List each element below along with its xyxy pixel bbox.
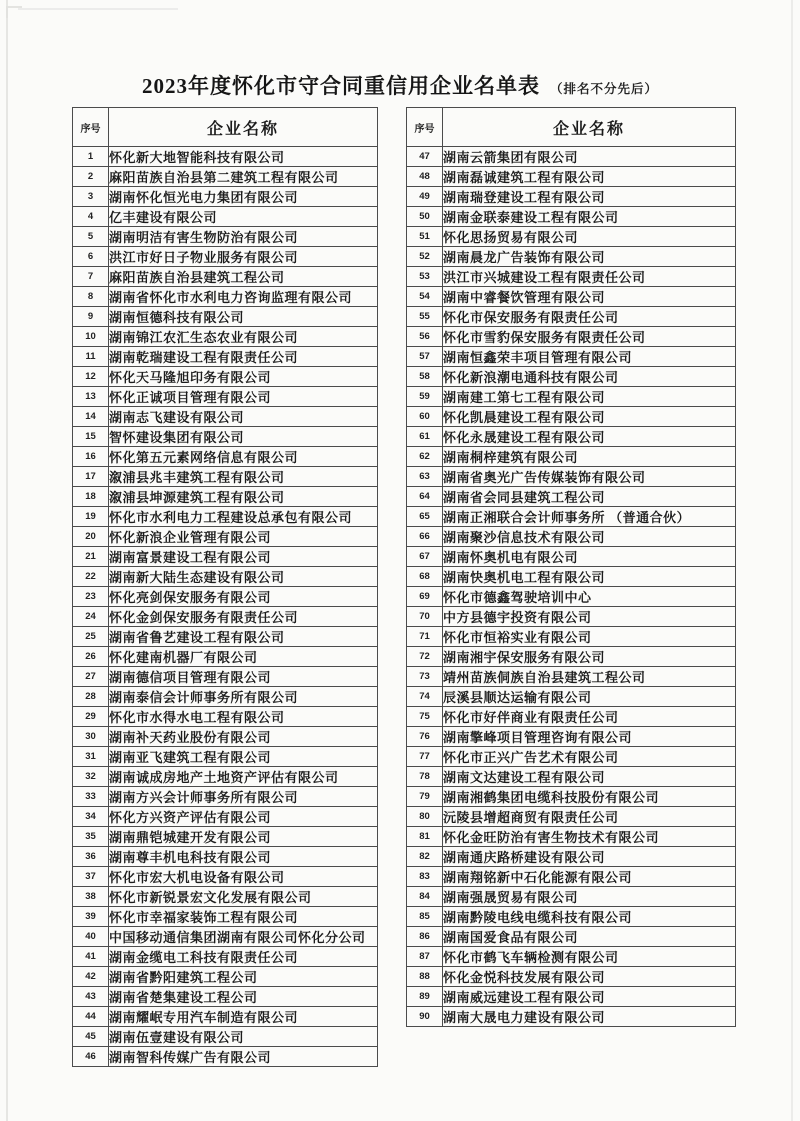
row-index-cell: 53 bbox=[407, 267, 443, 287]
row-index-cell: 51 bbox=[407, 227, 443, 247]
company-name-cell: 湖南志飞建设有限公司 bbox=[109, 407, 378, 427]
company-name-cell: 溆浦县坤源建筑工程有限公司 bbox=[109, 487, 378, 507]
table-row bbox=[73, 407, 378, 427]
table-row bbox=[407, 787, 736, 807]
row-index-cell: 77 bbox=[407, 747, 443, 767]
row-index-cell: 66 bbox=[407, 527, 443, 547]
row-index-cell: 55 bbox=[407, 307, 443, 327]
row-index-cell: 27 bbox=[73, 667, 109, 687]
table-row bbox=[73, 887, 378, 907]
company-name-cell: 中国移动通信集团湖南有限公司怀化分公司 bbox=[109, 927, 378, 947]
table-row bbox=[73, 327, 378, 347]
row-index-cell: 43 bbox=[73, 987, 109, 1007]
company-name-cell: 靖州苗族侗族自治县建筑工程公司 bbox=[443, 667, 736, 687]
table-row bbox=[73, 547, 378, 567]
row-index-cell: 73 bbox=[407, 667, 443, 687]
row-index-cell: 26 bbox=[73, 647, 109, 667]
company-name-cell: 湖南鼎铠城建开发有限公司 bbox=[109, 827, 378, 847]
row-index-cell: 11 bbox=[73, 347, 109, 367]
company-name-cell: 湖南省会同县建筑工程公司 bbox=[443, 487, 736, 507]
row-index-cell: 84 bbox=[407, 887, 443, 907]
table-row bbox=[407, 647, 736, 667]
table-row bbox=[73, 647, 378, 667]
company-name-cell: 怀化市鹤飞车辆检测有限公司 bbox=[443, 947, 736, 967]
company-name-cell: 湖南黔陵电线电缆科技有限公司 bbox=[443, 907, 736, 927]
table-row bbox=[407, 167, 736, 187]
company-name-cell: 怀化思扬贸易有限公司 bbox=[443, 227, 736, 247]
table-row bbox=[407, 547, 736, 567]
row-index-cell: 67 bbox=[407, 547, 443, 567]
company-name-cell: 怀化金旺防治有害生物技术有限公司 bbox=[443, 827, 736, 847]
company-name-cell: 洪江市兴城建设工程有限责任公司 bbox=[443, 267, 736, 287]
company-name-cell: 湖南智科传媒广告有限公司 bbox=[109, 1047, 378, 1067]
company-name-cell: 湖南威远建设工程有限公司 bbox=[443, 987, 736, 1007]
row-index-cell: 49 bbox=[407, 187, 443, 207]
row-index-cell: 68 bbox=[407, 567, 443, 587]
page-title: 2023年度怀化市守合同重信用企业名单表 bbox=[141, 74, 540, 98]
row-index-cell: 1 bbox=[73, 147, 109, 167]
row-index-cell: 17 bbox=[73, 467, 109, 487]
row-index-cell: 54 bbox=[407, 287, 443, 307]
right-table-body bbox=[407, 147, 736, 1027]
company-name-cell: 湖南擎峰项目管理咨询有限公司 bbox=[443, 727, 736, 747]
row-index-cell: 81 bbox=[407, 827, 443, 847]
company-name-cell: 湖南恒鑫荣丰项目管理有限公司 bbox=[443, 347, 736, 367]
header-row bbox=[73, 108, 378, 147]
row-index-cell: 70 bbox=[407, 607, 443, 627]
company-name-cell: 智怀建设集团有限公司 bbox=[109, 427, 378, 447]
table-row bbox=[73, 1047, 378, 1067]
index-header-cell: 序号 bbox=[73, 108, 109, 147]
row-index-cell: 40 bbox=[73, 927, 109, 947]
row-index-cell: 80 bbox=[407, 807, 443, 827]
row-index-cell: 52 bbox=[407, 247, 443, 267]
row-index-cell: 35 bbox=[73, 827, 109, 847]
table-row bbox=[407, 767, 736, 787]
company-name-cell: 怀化新大地智能科技有限公司 bbox=[109, 147, 378, 167]
row-index-cell: 31 bbox=[73, 747, 109, 767]
row-index-cell: 50 bbox=[407, 207, 443, 227]
scan-edge-artifact-top bbox=[18, 8, 178, 10]
table-row bbox=[407, 687, 736, 707]
company-name-cell: 怀化新浪潮电通科技有限公司 bbox=[443, 367, 736, 387]
company-name-cell: 湖南亚飞建筑工程有限公司 bbox=[109, 747, 378, 767]
company-name-cell: 湖南怀奥机电有限公司 bbox=[443, 547, 736, 567]
table-row bbox=[73, 287, 378, 307]
company-name-cell: 沅陵县增超商贸有限责任公司 bbox=[443, 807, 736, 827]
table-row bbox=[407, 147, 736, 167]
table-row bbox=[407, 927, 736, 947]
row-index-cell: 10 bbox=[73, 327, 109, 347]
row-index-cell: 58 bbox=[407, 367, 443, 387]
company-name-header-cell: 企业名称 bbox=[443, 108, 736, 147]
row-index-cell: 90 bbox=[407, 1007, 443, 1027]
company-name-cell: 怀化第五元素网络信息有限公司 bbox=[109, 447, 378, 467]
table-row bbox=[407, 427, 736, 447]
table-row bbox=[73, 727, 378, 747]
company-name-cell: 中方县德宇投资有限公司 bbox=[443, 607, 736, 627]
row-index-cell: 6 bbox=[73, 247, 109, 267]
row-index-cell: 76 bbox=[407, 727, 443, 747]
table-row bbox=[73, 767, 378, 787]
company-name-cell: 湖南正湘联合会计师事务所 （普通合伙） bbox=[443, 507, 736, 527]
row-index-cell: 86 bbox=[407, 927, 443, 947]
row-index-cell: 61 bbox=[407, 427, 443, 447]
row-index-cell: 14 bbox=[73, 407, 109, 427]
company-name-cell: 怀化新浪企业管理有限公司 bbox=[109, 527, 378, 547]
company-name-cell: 怀化市雪豹保安服务有限责任公司 bbox=[443, 327, 736, 347]
company-name-cell: 湖南方兴会计师事务所有限公司 bbox=[109, 787, 378, 807]
table-row bbox=[73, 667, 378, 687]
company-name-cell: 怀化市宏大机电设备有限公司 bbox=[109, 867, 378, 887]
table-row bbox=[73, 427, 378, 447]
row-index-cell: 46 bbox=[73, 1047, 109, 1067]
row-index-cell: 22 bbox=[73, 567, 109, 587]
company-name-cell: 湖南恒德科技有限公司 bbox=[109, 307, 378, 327]
company-name-cell: 湖南诚成房地产土地资产评估有限公司 bbox=[109, 767, 378, 787]
company-name-cell: 湖南聚沙信息技术有限公司 bbox=[443, 527, 736, 547]
row-index-cell: 4 bbox=[73, 207, 109, 227]
company-name-cell: 湖南湘宇保安服务有限公司 bbox=[443, 647, 736, 667]
company-name-cell: 湖南快奥机电工程有限公司 bbox=[443, 567, 736, 587]
company-name-cell: 湖南怀化恒光电力集团有限公司 bbox=[109, 187, 378, 207]
company-name-cell: 怀化金剑保安服务有限责任公司 bbox=[109, 607, 378, 627]
table-row bbox=[407, 567, 736, 587]
row-index-cell: 69 bbox=[407, 587, 443, 607]
row-index-cell: 87 bbox=[407, 947, 443, 967]
company-name-cell: 湖南湘鹤集团电缆科技股份有限公司 bbox=[443, 787, 736, 807]
table-row bbox=[73, 987, 378, 1007]
table-row bbox=[73, 307, 378, 327]
header-row bbox=[407, 108, 736, 147]
enterprise-roster bbox=[72, 107, 736, 1067]
company-name-cell: 湖南省奥光广告传媒装饰有限公司 bbox=[443, 467, 736, 487]
table-row bbox=[73, 227, 378, 247]
company-name-cell: 怀化市好伴商业有限责任公司 bbox=[443, 707, 736, 727]
row-index-cell: 64 bbox=[407, 487, 443, 507]
row-index-cell: 83 bbox=[407, 867, 443, 887]
company-name-cell: 怀化永晟建设工程有限公司 bbox=[443, 427, 736, 447]
company-name-cell: 湖南桐梓建筑有限公司 bbox=[443, 447, 736, 467]
company-name-cell: 湖南瑞登建设工程有限公司 bbox=[443, 187, 736, 207]
table-row bbox=[407, 747, 736, 767]
table-row bbox=[407, 407, 736, 427]
company-name-cell: 湖南金缆电工科技有限责任公司 bbox=[109, 947, 378, 967]
row-index-cell: 85 bbox=[407, 907, 443, 927]
row-index-cell: 19 bbox=[73, 507, 109, 527]
row-index-cell: 37 bbox=[73, 867, 109, 887]
table-row bbox=[73, 747, 378, 767]
company-name-cell: 湖南云箭集团有限公司 bbox=[443, 147, 736, 167]
company-name-cell: 怀化金悦科技发展有限公司 bbox=[443, 967, 736, 987]
row-index-cell: 20 bbox=[73, 527, 109, 547]
table-row bbox=[407, 627, 736, 647]
table-row bbox=[407, 587, 736, 607]
company-name-cell: 湖南文达建设工程有限公司 bbox=[443, 767, 736, 787]
row-index-cell: 42 bbox=[73, 967, 109, 987]
company-name-cell: 湖南富景建设工程有限公司 bbox=[109, 547, 378, 567]
company-name-cell: 湖南德信项目管理有限公司 bbox=[109, 667, 378, 687]
left-table-body bbox=[73, 147, 378, 1067]
company-name-cell: 溆浦县兆丰建筑工程有限公司 bbox=[109, 467, 378, 487]
row-index-cell: 44 bbox=[73, 1007, 109, 1027]
row-index-cell: 18 bbox=[73, 487, 109, 507]
table-row bbox=[407, 707, 736, 727]
table-row bbox=[73, 247, 378, 267]
row-index-cell: 7 bbox=[73, 267, 109, 287]
row-index-cell: 12 bbox=[73, 367, 109, 387]
company-name-cell: 麻阳苗族自治县建筑工程公司 bbox=[109, 267, 378, 287]
company-name-cell: 湖南翔铭新中石化能源有限公司 bbox=[443, 867, 736, 887]
row-index-cell: 60 bbox=[407, 407, 443, 427]
table-row bbox=[407, 227, 736, 247]
company-name-cell: 湖南磊诚建筑工程有限公司 bbox=[443, 167, 736, 187]
company-name-cell: 辰溪县顺达运输有限公司 bbox=[443, 687, 736, 707]
table-row bbox=[407, 287, 736, 307]
company-name-cell: 湖南尊丰机电科技有限公司 bbox=[109, 847, 378, 867]
table-row bbox=[407, 467, 736, 487]
row-index-cell: 21 bbox=[73, 547, 109, 567]
table-row bbox=[73, 787, 378, 807]
table-row bbox=[407, 907, 736, 927]
table-row bbox=[73, 587, 378, 607]
enterprise-table-left bbox=[72, 107, 378, 1067]
table-row bbox=[73, 167, 378, 187]
company-name-cell: 湖南泰信会计师事务所有限公司 bbox=[109, 687, 378, 707]
row-index-cell: 59 bbox=[407, 387, 443, 407]
company-name-cell: 怀化天马隆旭印务有限公司 bbox=[109, 367, 378, 387]
row-index-cell: 3 bbox=[73, 187, 109, 207]
table-row bbox=[73, 907, 378, 927]
table-row bbox=[73, 687, 378, 707]
company-name-cell: 湖南明洁有害生物防治有限公司 bbox=[109, 227, 378, 247]
row-index-cell: 25 bbox=[73, 627, 109, 647]
table-row bbox=[407, 447, 736, 467]
company-name-cell: 湖南省鲁艺建设工程有限公司 bbox=[109, 627, 378, 647]
company-name-cell: 湖南通庆路桥建设有限公司 bbox=[443, 847, 736, 867]
row-index-cell: 33 bbox=[73, 787, 109, 807]
table-row bbox=[73, 347, 378, 367]
table-row bbox=[73, 147, 378, 167]
company-name-cell: 湖南省怀化市水利电力咨询监理有限公司 bbox=[109, 287, 378, 307]
row-index-cell: 16 bbox=[73, 447, 109, 467]
company-name-cell: 怀化建南机器厂有限公司 bbox=[109, 647, 378, 667]
table-row bbox=[73, 707, 378, 727]
table-row bbox=[407, 827, 736, 847]
company-name-cell: 怀化正诚项目管理有限公司 bbox=[109, 387, 378, 407]
company-name-cell: 湖南中睿餐饮管理有限公司 bbox=[443, 287, 736, 307]
company-name-cell: 怀化市恒裕实业有限公司 bbox=[443, 627, 736, 647]
row-index-cell: 71 bbox=[407, 627, 443, 647]
company-name-cell: 怀化市德鑫驾驶培训中心 bbox=[443, 587, 736, 607]
table-row bbox=[407, 887, 736, 907]
table-row bbox=[407, 307, 736, 327]
company-name-cell: 湖南大晟电力建设有限公司 bbox=[443, 1007, 736, 1027]
company-name-cell: 怀化市保安服务有限责任公司 bbox=[443, 307, 736, 327]
table-row bbox=[73, 867, 378, 887]
table-row bbox=[407, 607, 736, 627]
company-name-cell: 湖南晨龙广告装饰有限公司 bbox=[443, 247, 736, 267]
table-row bbox=[407, 867, 736, 887]
row-index-cell: 63 bbox=[407, 467, 443, 487]
scan-edge-artifact-right bbox=[791, 0, 793, 1121]
company-name-cell: 湖南省楚集建设工程公司 bbox=[109, 987, 378, 1007]
table-row bbox=[407, 527, 736, 547]
row-index-cell: 8 bbox=[73, 287, 109, 307]
row-index-cell: 36 bbox=[73, 847, 109, 867]
row-index-cell: 88 bbox=[407, 967, 443, 987]
company-name-cell: 怀化方兴资产评估有限公司 bbox=[109, 807, 378, 827]
table-row bbox=[407, 967, 736, 987]
table-row bbox=[73, 567, 378, 587]
row-index-cell: 62 bbox=[407, 447, 443, 467]
index-header-cell: 序号 bbox=[407, 108, 443, 147]
row-index-cell: 75 bbox=[407, 707, 443, 727]
row-index-cell: 56 bbox=[407, 327, 443, 347]
company-name-cell: 湖南强晟贸易有限公司 bbox=[443, 887, 736, 907]
table-row bbox=[407, 807, 736, 827]
company-name-cell: 湖南伍壹建设有限公司 bbox=[109, 1027, 378, 1047]
row-index-cell: 28 bbox=[73, 687, 109, 707]
table-row bbox=[73, 267, 378, 287]
row-index-cell: 57 bbox=[407, 347, 443, 367]
row-index-cell: 32 bbox=[73, 767, 109, 787]
row-index-cell: 2 bbox=[73, 167, 109, 187]
row-index-cell: 45 bbox=[73, 1027, 109, 1047]
scan-edge-artifact-left bbox=[6, 0, 8, 1121]
company-name-cell: 湖南锦江农汇生态农业有限公司 bbox=[109, 327, 378, 347]
table-row bbox=[73, 387, 378, 407]
company-name-cell: 湖南省黔阳建筑工程公司 bbox=[109, 967, 378, 987]
company-name-cell: 湖南耀岷专用汽车制造有限公司 bbox=[109, 1007, 378, 1027]
row-index-cell: 13 bbox=[73, 387, 109, 407]
row-index-cell: 5 bbox=[73, 227, 109, 247]
table-row bbox=[407, 507, 736, 527]
table-row bbox=[407, 727, 736, 747]
row-index-cell: 74 bbox=[407, 687, 443, 707]
row-index-cell: 34 bbox=[73, 807, 109, 827]
title-block bbox=[0, 70, 800, 100]
table-row bbox=[407, 487, 736, 507]
row-index-cell: 72 bbox=[407, 647, 443, 667]
row-index-cell: 48 bbox=[407, 167, 443, 187]
row-index-cell: 47 bbox=[407, 147, 443, 167]
company-name-cell: 湖南国爱食品有限公司 bbox=[443, 927, 736, 947]
company-name-cell: 怀化市幸福家装饰工程有限公司 bbox=[109, 907, 378, 927]
table-row bbox=[73, 847, 378, 867]
page-title-note: （排名不分先后） bbox=[549, 82, 658, 96]
company-name-cell: 怀化市水得水电工程有限公司 bbox=[109, 707, 378, 727]
company-name-cell: 怀化亮剑保安服务有限公司 bbox=[109, 587, 378, 607]
table-row bbox=[73, 487, 378, 507]
company-name-cell: 湖南乾瑞建设工程有限责任公司 bbox=[109, 347, 378, 367]
company-name-cell: 湖南补天药业股份有限公司 bbox=[109, 727, 378, 747]
table-row bbox=[407, 327, 736, 347]
company-name-cell: 洪江市好日子物业服务有限公司 bbox=[109, 247, 378, 267]
table-row bbox=[73, 947, 378, 967]
table-row bbox=[73, 627, 378, 647]
company-name-cell: 湖南建工第七工程有限公司 bbox=[443, 387, 736, 407]
row-index-cell: 39 bbox=[73, 907, 109, 927]
table-row bbox=[73, 447, 378, 467]
table-row bbox=[73, 507, 378, 527]
table-row bbox=[407, 247, 736, 267]
row-index-cell: 82 bbox=[407, 847, 443, 867]
row-index-cell: 65 bbox=[407, 507, 443, 527]
company-name-cell: 怀化市正兴广告艺术有限公司 bbox=[443, 747, 736, 767]
scan-corner-mark bbox=[6, 6, 22, 18]
table-row bbox=[73, 187, 378, 207]
row-index-cell: 9 bbox=[73, 307, 109, 327]
row-index-cell: 29 bbox=[73, 707, 109, 727]
table-row bbox=[407, 847, 736, 867]
table-row bbox=[407, 187, 736, 207]
table-row bbox=[407, 1007, 736, 1027]
row-index-cell: 15 bbox=[73, 427, 109, 447]
company-name-cell: 怀化凯晨建设工程有限公司 bbox=[443, 407, 736, 427]
row-index-cell: 30 bbox=[73, 727, 109, 747]
table-row bbox=[73, 367, 378, 387]
row-index-cell: 78 bbox=[407, 767, 443, 787]
company-name-cell: 亿丰建设有限公司 bbox=[109, 207, 378, 227]
company-name-cell: 湖南新大陆生态建设有限公司 bbox=[109, 567, 378, 587]
table-row bbox=[73, 607, 378, 627]
row-index-cell: 79 bbox=[407, 787, 443, 807]
table-row bbox=[73, 1027, 378, 1047]
company-name-cell: 怀化市新锐景宏文化发展有限公司 bbox=[109, 887, 378, 907]
table-row bbox=[73, 827, 378, 847]
table-row bbox=[407, 207, 736, 227]
table-row bbox=[407, 387, 736, 407]
company-name-cell: 湖南金联泰建设工程有限公司 bbox=[443, 207, 736, 227]
table-row bbox=[73, 467, 378, 487]
company-name-header-cell: 企业名称 bbox=[109, 108, 378, 147]
table-row bbox=[73, 807, 378, 827]
row-index-cell: 89 bbox=[407, 987, 443, 1007]
company-name-cell: 麻阳苗族自治县第二建筑工程有限公司 bbox=[109, 167, 378, 187]
table-row bbox=[407, 987, 736, 1007]
table-row bbox=[407, 347, 736, 367]
table-row bbox=[73, 967, 378, 987]
table-row bbox=[73, 927, 378, 947]
company-name-cell: 怀化市水利电力工程建设总承包有限公司 bbox=[109, 507, 378, 527]
row-index-cell: 41 bbox=[73, 947, 109, 967]
table-row bbox=[407, 267, 736, 287]
table-row bbox=[73, 527, 378, 547]
row-index-cell: 23 bbox=[73, 587, 109, 607]
table-row bbox=[73, 1007, 378, 1027]
enterprise-table-right bbox=[406, 107, 736, 1027]
table-row bbox=[73, 207, 378, 227]
table-row bbox=[407, 667, 736, 687]
row-index-cell: 24 bbox=[73, 607, 109, 627]
row-index-cell: 38 bbox=[73, 887, 109, 907]
table-row bbox=[407, 367, 736, 387]
table-row bbox=[407, 947, 736, 967]
